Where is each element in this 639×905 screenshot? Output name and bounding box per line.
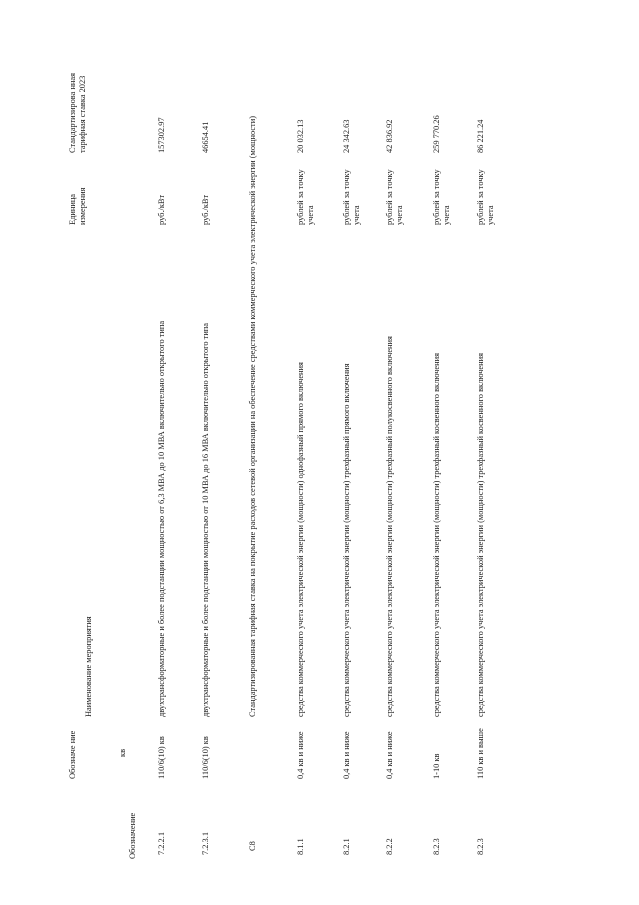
row-code: 7.2.3.1 [201,831,210,855]
row-unit: рублей за точку учета [342,169,362,225]
row-code: 8.2.1 [342,838,351,855]
header-unit: Единица измерения [68,187,88,225]
row-code: 8.2.2 [385,838,394,855]
row-code: 7.2.2.1 [157,831,166,855]
row-section-title: Стандартизированная тарифная ставка на покрытие расходов сетевой организации на обеспечение средствами коммерческого учета электрической энергии (мощности) [248,116,257,717]
row-unit: рублей за точку учета [432,169,452,225]
row-voltage: 110 кв и выше [476,728,485,779]
table-header-row [68,0,158,905]
row-rate: 42 836.92 [385,119,394,153]
row-unit: рублей за точку учета [385,169,405,225]
header-designation: Обозначение [128,812,137,859]
row-name: средства коммерческого учета электрической энергии (мощности) трехфазный полукосвенного включения [385,336,394,717]
row-name: средства коммерческого учета электрической энергии (мощности) трехфазный прямого включения [342,363,351,717]
row-rate: 24 342.63 [342,119,351,153]
row-code: 8.2.3 [432,838,441,855]
row-unit: рублей за точку учета [476,169,496,225]
row-voltage: 110/6(10) кв [201,736,210,779]
row-code: 8.2.3 [476,838,485,855]
row-rate: 46654.41 [201,121,210,153]
row-name: средства коммерческого учета электрической энергии (мощности) трехфазный косвенного включения [476,353,485,717]
row-voltage: 0,4 кв и ниже [296,731,305,779]
row-name: средства коммерческого учета электрической энергии (мощности) однофазный прямого включения [296,362,305,717]
row-voltage: 0,4 кв и ниже [342,731,351,779]
row-voltage: 110/6(10) кв [157,736,166,779]
row-rate: 86 221.24 [476,119,485,153]
row-code: С8 [248,841,257,851]
row-name: двухтрансформаторные и более подстанции мощностью от 10 МВА до 16 МВА включительно открытого типа [201,323,210,717]
header-event-name: Наименование мероприятия [84,616,93,717]
row-name: средства коммерческого учета электрической энергии (мощности) трехфазный косвенного включения [432,353,441,717]
row-name: двухтрансформаторные и более подстанции мощностью от 6,3 МВА до 10 МВА включительно открытого типа [157,320,166,717]
header-designation-short: Обозначе ние [68,730,77,779]
row-rate: 259 770.26 [432,115,441,153]
row-code: 8.1.1 [296,838,305,855]
header-voltage-unit: кв [118,748,127,757]
row-voltage: 0,4 кв и ниже [385,731,394,779]
row-voltage: 1-10 кв [432,753,441,779]
row-unit: рублей за точку учета [296,169,316,225]
header-rate: Стандартизирова нная тарифная ставка 2023 [68,73,88,153]
row-rate: 157302.97 [157,117,166,153]
row-unit: руб./кВт [157,194,166,225]
row-unit: руб./кВт [201,194,210,225]
row-rate: 20 032.13 [296,119,305,153]
